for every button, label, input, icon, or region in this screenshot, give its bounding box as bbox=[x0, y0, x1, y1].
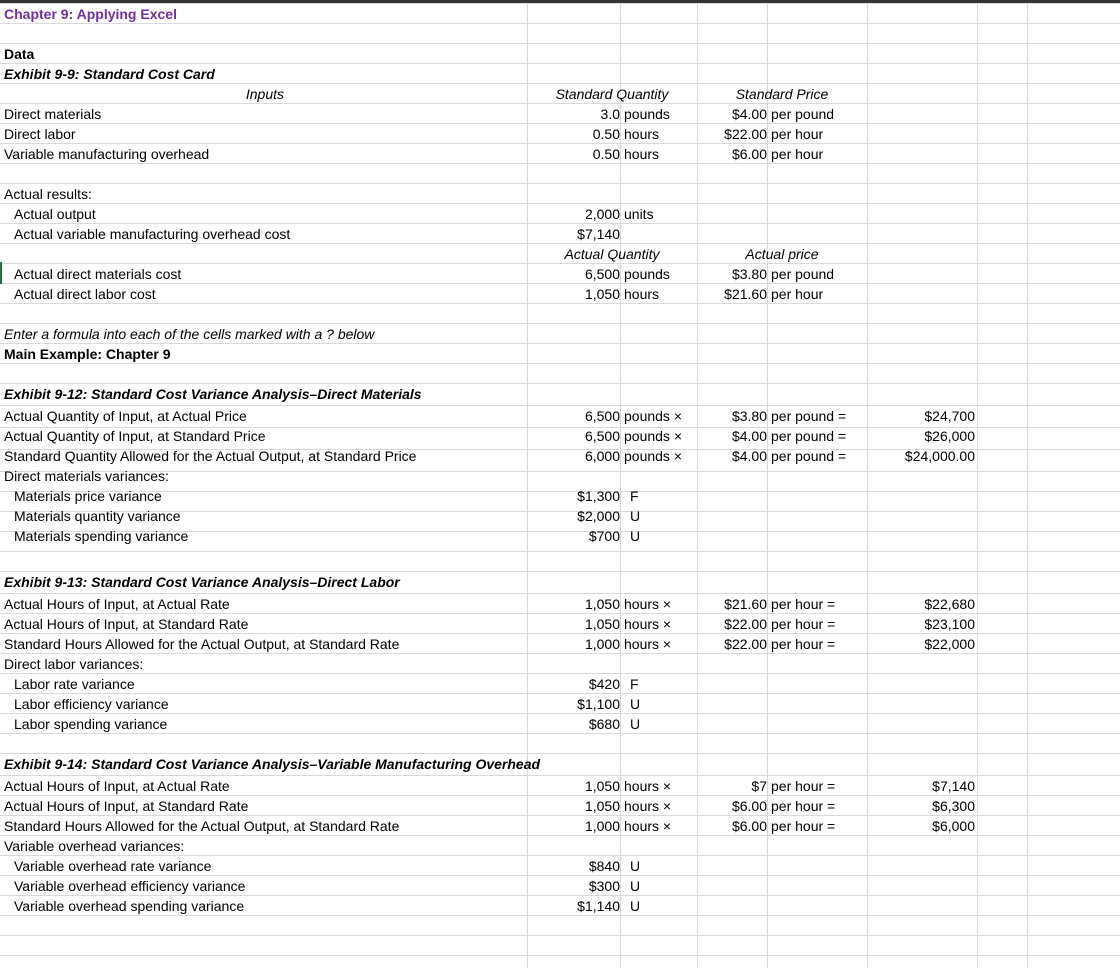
card-row-price[interactable]: $6.00 bbox=[731, 146, 767, 162]
exhibit-title[interactable]: Exhibit 9-13: Standard Cost Variance Analysis–Direct Labor bbox=[4, 574, 400, 590]
actual-results-label[interactable]: Actual results: bbox=[4, 186, 92, 202]
variance-value[interactable]: $700 bbox=[588, 528, 620, 544]
variance-label[interactable]: Materials price variance bbox=[14, 488, 162, 504]
variance-flag[interactable]: F bbox=[630, 676, 639, 692]
analysis-row-price[interactable]: $4.00 bbox=[731, 448, 767, 464]
analysis-row-total[interactable]: $22,680 bbox=[924, 596, 975, 612]
analysis-row-qty[interactable]: 1,000 bbox=[584, 636, 620, 652]
analysis-row-price[interactable]: $22.00 bbox=[724, 616, 767, 632]
card-row-price[interactable]: $4.00 bbox=[731, 106, 767, 122]
analysis-row-price[interactable]: $6.00 bbox=[731, 818, 767, 834]
analysis-row-qty-unit[interactable]: hours × bbox=[624, 636, 672, 652]
card-row-qty-unit[interactable]: hours bbox=[624, 146, 660, 162]
variance-value[interactable]: $680 bbox=[588, 716, 620, 732]
analysis-row-qty-unit[interactable]: pounds × bbox=[624, 448, 682, 464]
analysis-row-label[interactable]: Actual Hours of Input, at Actual Rate bbox=[4, 596, 230, 612]
analysis-row-price[interactable]: $6.00 bbox=[731, 798, 767, 814]
main-example-label[interactable]: Main Example: Chapter 9 bbox=[4, 346, 171, 362]
actual-voh-label[interactable]: Actual variable manufacturing overhead cost bbox=[14, 226, 291, 242]
variance-flag[interactable]: U bbox=[630, 696, 641, 712]
card-row-qty[interactable]: 3.0 bbox=[600, 106, 620, 122]
analysis-row-price-unit[interactable]: per hour = bbox=[771, 636, 836, 652]
analysis-row-price-unit[interactable]: per hour = bbox=[771, 818, 836, 834]
data-label[interactable]: Data bbox=[4, 46, 35, 62]
analysis-row-total[interactable]: $26,000 bbox=[924, 428, 975, 444]
card-row-price-unit[interactable]: per pound bbox=[771, 106, 835, 122]
analysis-row-price[interactable]: $21.60 bbox=[724, 596, 767, 612]
variance-label[interactable]: Variable overhead efficiency variance bbox=[14, 878, 246, 894]
analysis-row-qty[interactable]: 1,050 bbox=[584, 798, 620, 814]
card-row-price[interactable]: $22.00 bbox=[724, 126, 767, 142]
variance-value[interactable]: $2,000 bbox=[577, 508, 620, 524]
actual-row-price-unit[interactable]: per hour bbox=[771, 286, 824, 302]
analysis-row-total[interactable]: $24,000.00 bbox=[904, 448, 975, 464]
variances-label[interactable]: Direct labor variances: bbox=[4, 656, 144, 672]
analysis-row-total[interactable]: $23,100 bbox=[924, 616, 975, 632]
analysis-row-qty-unit[interactable]: hours × bbox=[624, 616, 672, 632]
actual-row-qty[interactable]: 1,050 bbox=[584, 286, 620, 302]
analysis-row-total[interactable]: $7,140 bbox=[932, 778, 975, 794]
actual-row-price[interactable]: $21.60 bbox=[724, 286, 767, 302]
exhibit-title[interactable]: Exhibit 9-12: Standard Cost Variance Analysis–Direct Materials bbox=[4, 386, 422, 402]
analysis-row-label[interactable]: Actual Hours of Input, at Standard Rate bbox=[4, 798, 249, 814]
analysis-row-price-unit[interactable]: per pound = bbox=[771, 408, 847, 424]
sheet-top-border bbox=[0, 0, 1120, 3]
sheet-title[interactable]: Chapter 9: Applying Excel bbox=[4, 6, 177, 22]
actual-price-header[interactable]: Actual price bbox=[745, 246, 819, 262]
card-row-qty[interactable]: 0.50 bbox=[592, 146, 620, 162]
variance-flag[interactable]: U bbox=[630, 858, 641, 874]
analysis-row-qty[interactable]: 1,050 bbox=[584, 778, 620, 794]
card-row-price-unit[interactable]: per hour bbox=[771, 126, 824, 142]
analysis-row-label[interactable]: Standard Hours Allowed for the Actual Output, at Standard Rate bbox=[4, 636, 400, 652]
analysis-row-qty-unit[interactable]: hours × bbox=[624, 818, 672, 834]
analysis-row-qty[interactable]: 6,500 bbox=[584, 428, 620, 444]
analysis-row-qty-unit[interactable]: hours × bbox=[624, 596, 672, 612]
actual-output-unit[interactable]: units bbox=[624, 206, 654, 222]
standard-price-header[interactable]: Standard Price bbox=[735, 86, 829, 102]
variance-flag[interactable]: U bbox=[630, 528, 641, 544]
actual-voh-value[interactable]: $7,140 bbox=[577, 226, 620, 242]
analysis-row-price[interactable]: $7 bbox=[751, 778, 767, 794]
actual-output-value[interactable]: 2,000 bbox=[584, 206, 620, 222]
variances-label[interactable]: Variable overhead variances: bbox=[4, 838, 185, 854]
analysis-row-qty[interactable]: 6,500 bbox=[584, 408, 620, 424]
inputs-header[interactable]: Inputs bbox=[245, 86, 284, 102]
variance-value[interactable]: $840 bbox=[588, 858, 620, 874]
card-row-price-unit[interactable]: per hour bbox=[771, 146, 824, 162]
analysis-row-price-unit[interactable]: per hour = bbox=[771, 596, 836, 612]
analysis-row-price-unit[interactable]: per hour = bbox=[771, 798, 836, 814]
analysis-row-label[interactable]: Actual Hours of Input, at Standard Rate bbox=[4, 616, 249, 632]
analysis-row-total[interactable]: $24,700 bbox=[924, 408, 975, 424]
analysis-row-qty-unit[interactable]: hours × bbox=[624, 798, 672, 814]
analysis-row-total[interactable]: $22,000 bbox=[924, 636, 975, 652]
analysis-row-label[interactable]: Actual Quantity of Input, at Actual Price bbox=[4, 408, 247, 424]
variance-label[interactable]: Labor efficiency variance bbox=[14, 696, 169, 712]
analysis-row-price-unit[interactable]: per hour = bbox=[771, 616, 836, 632]
analysis-row-total[interactable]: $6,300 bbox=[932, 798, 975, 814]
analysis-row-label[interactable]: Actual Hours of Input, at Actual Rate bbox=[4, 778, 230, 794]
analysis-row-price-unit[interactable]: per pound = bbox=[771, 428, 847, 444]
standard-quantity-header[interactable]: Standard Quantity bbox=[555, 86, 669, 102]
variance-value[interactable]: $300 bbox=[588, 878, 620, 894]
analysis-row-total[interactable]: $6,000 bbox=[932, 818, 975, 834]
card-row-label[interactable]: Direct materials bbox=[4, 106, 102, 122]
instruction-text[interactable]: Enter a formula into each of the cells marked with a ? below bbox=[4, 326, 375, 342]
variance-flag[interactable]: U bbox=[630, 878, 641, 894]
analysis-row-price[interactable]: $4.00 bbox=[731, 428, 767, 444]
card-row-qty-unit[interactable]: pounds bbox=[624, 106, 670, 122]
analysis-row-qty[interactable]: 6,000 bbox=[584, 448, 620, 464]
actual-output-label[interactable]: Actual output bbox=[14, 206, 96, 222]
variance-label[interactable]: Variable overhead rate variance bbox=[14, 858, 212, 874]
analysis-row-label[interactable]: Standard Quantity Allowed for the Actual Output, at Standard Price bbox=[4, 448, 417, 464]
variance-value[interactable]: $1,140 bbox=[577, 898, 620, 914]
card-row-qty-unit[interactable]: hours bbox=[624, 126, 660, 142]
variance-label[interactable]: Materials spending variance bbox=[14, 528, 189, 544]
analysis-row-price-unit[interactable]: per hour = bbox=[771, 778, 836, 794]
analysis-row-price[interactable]: $22.00 bbox=[724, 636, 767, 652]
variance-flag[interactable]: F bbox=[630, 488, 639, 504]
variance-value[interactable]: $1,100 bbox=[577, 696, 620, 712]
variance-flag[interactable]: U bbox=[630, 898, 641, 914]
variance-label[interactable]: Materials quantity variance bbox=[14, 508, 181, 524]
variance-flag[interactable]: U bbox=[630, 716, 641, 732]
variance-label[interactable]: Labor rate variance bbox=[14, 676, 135, 692]
card-row-qty[interactable]: 0.50 bbox=[592, 126, 620, 142]
actual-row-qty-unit[interactable]: hours bbox=[624, 286, 660, 302]
card-row-label[interactable]: Direct labor bbox=[4, 126, 76, 142]
analysis-row-qty-unit[interactable]: pounds × bbox=[624, 408, 682, 424]
analysis-row-price[interactable]: $3.80 bbox=[731, 408, 767, 424]
analysis-row-qty[interactable]: 1,050 bbox=[584, 616, 620, 632]
actual-row-price[interactable]: $3.80 bbox=[731, 266, 767, 282]
analysis-row-qty-unit[interactable]: pounds × bbox=[624, 428, 682, 444]
actual-row-qty-unit[interactable]: pounds bbox=[624, 266, 670, 282]
exhibit-title[interactable]: Exhibit 9-14: Standard Cost Variance Analysis–Variable Manufacturing Overhead bbox=[4, 756, 541, 772]
variance-label[interactable]: Variable overhead spending variance bbox=[14, 898, 245, 914]
cell-selection-marker bbox=[0, 262, 2, 284]
variance-value[interactable]: $1,300 bbox=[577, 488, 620, 504]
analysis-row-label[interactable]: Actual Quantity of Input, at Standard Price bbox=[4, 428, 266, 444]
analysis-row-price-unit[interactable]: per pound = bbox=[771, 448, 847, 464]
analysis-row-qty-unit[interactable]: hours × bbox=[624, 778, 672, 794]
actual-row-label[interactable]: Actual direct labor cost bbox=[14, 286, 156, 302]
actual-quantity-header[interactable]: Actual Quantity bbox=[564, 246, 660, 262]
exhibit-9-9-title[interactable]: Exhibit 9-9: Standard Cost Card bbox=[4, 66, 215, 82]
analysis-row-label[interactable]: Standard Hours Allowed for the Actual Output, at Standard Rate bbox=[4, 818, 400, 834]
analysis-row-qty[interactable]: 1,050 bbox=[584, 596, 620, 612]
card-row-label[interactable]: Variable manufacturing overhead bbox=[4, 146, 210, 162]
actual-row-qty[interactable]: 6,500 bbox=[584, 266, 620, 282]
variances-label[interactable]: Direct materials variances: bbox=[4, 468, 169, 484]
variance-value[interactable]: $420 bbox=[588, 676, 620, 692]
actual-row-label[interactable]: Actual direct materials cost bbox=[14, 266, 182, 282]
variance-flag[interactable]: U bbox=[630, 508, 641, 524]
variance-label[interactable]: Labor spending variance bbox=[14, 716, 168, 732]
analysis-row-qty[interactable]: 1,000 bbox=[584, 818, 620, 834]
actual-row-price-unit[interactable]: per pound bbox=[771, 266, 835, 282]
